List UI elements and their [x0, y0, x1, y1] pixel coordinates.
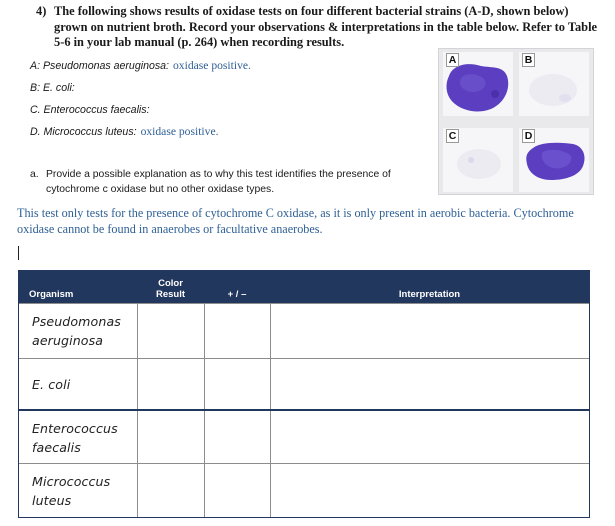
organism-cell: Pseudomonas aeruginosa	[19, 303, 137, 359]
interpretation-cell[interactable]	[270, 410, 589, 464]
strain-c-line	[30, 103, 154, 116]
subquestion-a	[30, 168, 430, 197]
table-row	[19, 359, 589, 410]
table-header-row	[19, 271, 589, 303]
color-result-cell[interactable]	[137, 463, 204, 517]
plate-a-label: A	[446, 53, 459, 67]
strain-c-label: C. Enterococcus faecalis:	[30, 104, 150, 116]
organism-cell: Enterococcus faecalis	[19, 410, 137, 464]
strain-a-answer[interactable]: oxidase positive.	[173, 59, 251, 72]
plus-minus-cell[interactable]	[204, 410, 270, 464]
text-cursor	[18, 246, 19, 260]
subquestion-text: Provide a possible explanation as to why this test identifies the presence of cytochrome c oxidase but no other oxidase types.	[46, 169, 391, 195]
plus-minus-cell[interactable]	[204, 463, 270, 517]
table-row	[19, 410, 589, 464]
strain-d-label: D. Micrococcus luteus:	[30, 126, 137, 138]
organism-cell: E. coli	[19, 359, 137, 410]
subquestion-letter: a.	[30, 169, 39, 180]
plate-b	[519, 52, 589, 116]
interpretation-cell[interactable]	[270, 463, 589, 517]
answer-text[interactable]: This test only tests for the presence of cytochrome C oxidase, as it is only present in aerobic bacteria. Cytochrome oxidase cannot be found in anaerobes or facultative anaerobes.	[17, 206, 574, 236]
plus-minus-cell[interactable]	[204, 359, 270, 410]
strain-d-answer[interactable]: oxidase positive.	[140, 125, 219, 138]
table-row	[19, 463, 589, 517]
header-color-result	[137, 271, 204, 303]
strain-a-line	[30, 59, 251, 72]
plate-c-label: C	[446, 129, 459, 143]
plate-d-label: D	[522, 129, 535, 143]
interpretation-cell[interactable]	[270, 359, 589, 410]
question-number: 4)	[36, 4, 47, 18]
results-table	[18, 270, 590, 518]
plate-c	[443, 128, 513, 192]
oxidase-test-photo	[438, 48, 594, 195]
color-result-cell[interactable]	[137, 359, 204, 410]
header-plus-minus: + / –	[204, 271, 270, 303]
question-text: The following shows results of oxidase tests on four different bacterial strains (A-D, shown below) grown on nutrient broth. Record your observations & interpretations in the table below. Refer to Table 5-6 in your lab manual (p. 264) when recording results.	[54, 4, 598, 49]
strain-a-label: A: Pseudomonas aeruginosa:	[30, 60, 169, 72]
color-result-cell[interactable]	[137, 303, 204, 359]
strain-b-line	[30, 81, 79, 94]
question-4	[36, 4, 604, 51]
strain-d-line	[30, 125, 219, 138]
header-organism: Organism	[19, 271, 137, 303]
plate-d	[519, 128, 589, 192]
interpretation-cell[interactable]	[270, 303, 589, 359]
table-row	[19, 303, 589, 359]
header-interpretation: Interpretation	[270, 271, 589, 303]
color-result-cell[interactable]	[137, 410, 204, 464]
header-color-result-label: Color Result	[155, 277, 186, 300]
plate-b-label: B	[522, 53, 535, 67]
plus-minus-cell[interactable]	[204, 303, 270, 359]
strain-b-label: B: E. coli:	[30, 82, 75, 94]
plate-a	[443, 52, 513, 116]
organism-cell: Micrococcus luteus	[19, 463, 137, 517]
